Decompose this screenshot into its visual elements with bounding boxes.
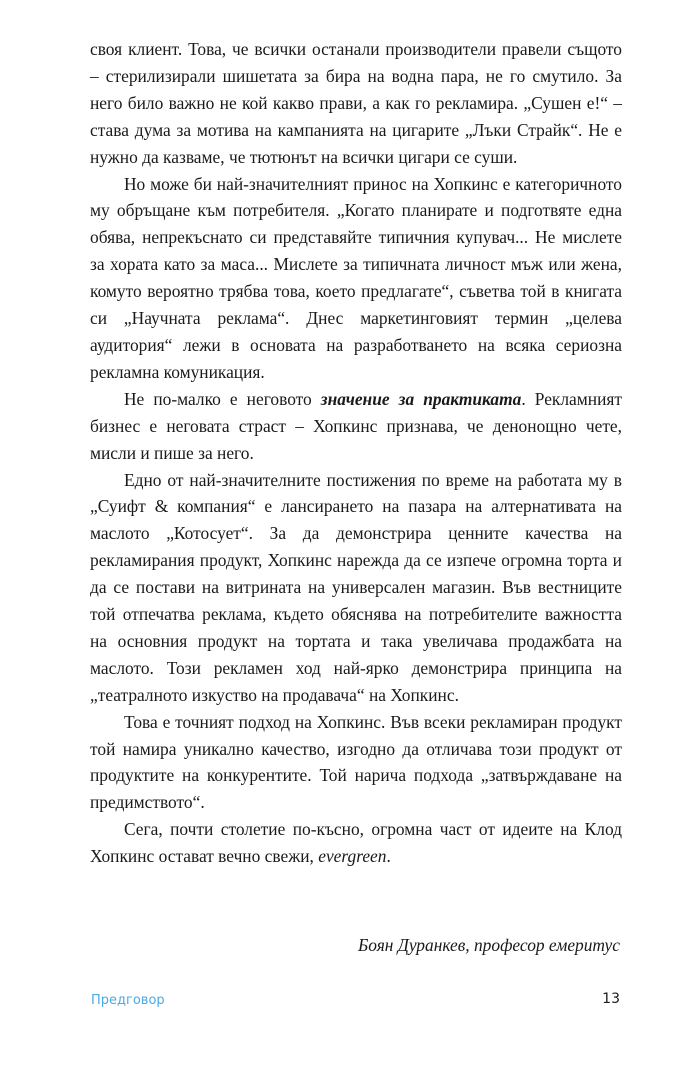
paragraph-text: Сега, почти столетие по-късно, огромна част от идеите на Клод Хопкинс остават вечно свежи, <box>90 819 622 867</box>
page-number: 13 <box>602 991 620 1007</box>
paragraph: Но може би най-значителният принос на Хопкинс е категоричното му обръщане към потребителя. „Когато планирате и подготвяте една обява, непрекъснато си представяйте типичния купувач... Не мислете за хората като за маса... Мислете за типичната личност мъж или жена, комуто вероятно трябва това, което предлагате“, съветва той в книгата си „Научната реклама“. Днес маркетинговият термин „целева аудитория“ лежи в основата на разработването на всяка сериозна рекламна комуникация. <box>90 173 622 382</box>
running-footer-section: Предговор <box>91 993 165 1008</box>
paragraph-text: . <box>386 846 391 867</box>
author-signature: Боян Дуранкев, професор емеритус <box>357 935 620 955</box>
paragraph-text: . Рекламният бизнес е неговата страст – Хопкинс признава, че денонощно чете, мисли и пише за него. <box>90 388 622 463</box>
paragraph-text: Не по-малко е неговото <box>124 388 321 409</box>
body-text <box>90 36 622 870</box>
paragraph: Това е точният подход на Хопкинс. Във всеки рекламиран продукт той намира уникално качество, изгодно да отличава този продукт от продуктите на конкурентите. Той нарича подхода „затвърждаване на предимството“. <box>90 711 622 813</box>
paragraph <box>90 816 622 870</box>
paragraph: своя клиент. Това, че всички останали производители правели същото – стерилизирали шишетата за бира на водна пара, не го смутило. За него било важно не кой какво прави, а как го рекламира. „Сушен е!“ – става дума за мотива на кампанията на цигарите „Лъки Страйк“. Не е нужно да казваме, че тютюнът на всички цигари се суши. <box>90 39 622 167</box>
paragraph: Едно от най-значителните постижения по време на работата му в „Суифт & компания“ е лансирането на пазара на алтернативата на маслото „Котосует“. За да демонстрира ценните качества на рекламирания продукт, Хопкинс нарежда да се изпече огромна торта и да се постави на витрината на универсален магазин. Във вестниците той отпечатва реклама, където обяснява на потребителите важността на основния продукт на тортата и така увеличава продажбата на маслото. Този рекламен ход най-ярко демонстрира принципа на „театралното изкуство на продавача“ на Хопкинс. <box>90 469 622 705</box>
italic-word: evergreen <box>318 846 387 867</box>
emphasis-text: значение за практиката <box>320 388 522 409</box>
paragraph <box>90 386 622 467</box>
